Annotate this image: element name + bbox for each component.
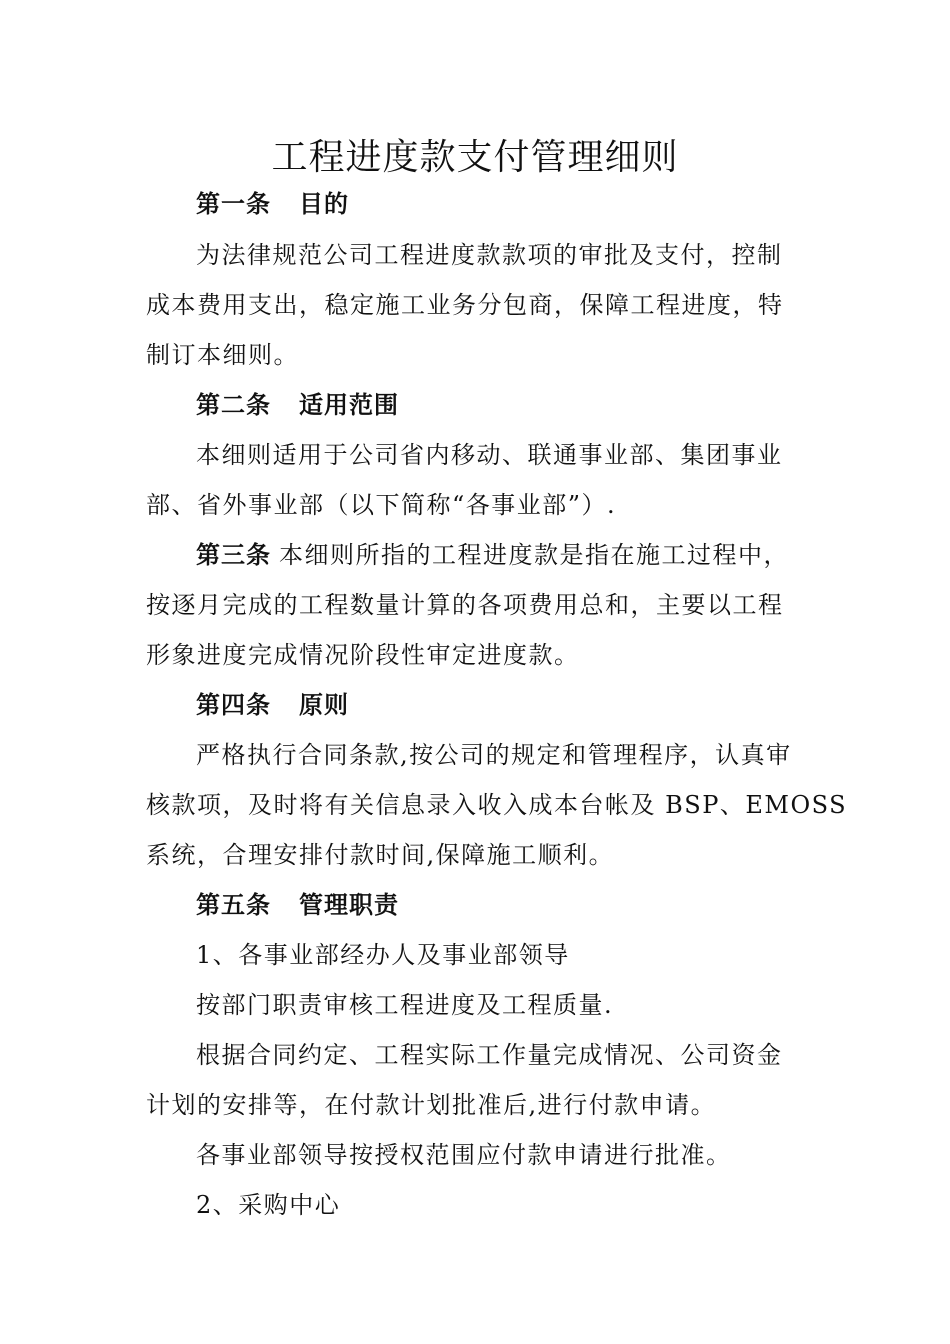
section-1-text-line: 各事业部领导按授权范围应付款申请进行批准。 (196, 1141, 732, 1169)
article-4-heading (196, 687, 349, 723)
section-1-text-line: 按部门职责审核工程进度及工程质量. (196, 991, 614, 1019)
article-1-title: 目的 (299, 190, 349, 218)
document-title: 工程进度款支付管理细则 (271, 137, 679, 178)
article-2-number: 第二条 (196, 391, 271, 419)
article-1-number: 第一条 (196, 190, 271, 218)
section-1-heading: 1、各事业部经办人及事业部领导 (196, 941, 570, 969)
section-1-text-line: 计划的安排等，在付款计划批准后,进行付款申请。 (146, 1091, 717, 1119)
article-3-number: 第三条 (196, 541, 271, 569)
article-4-number: 第四条 (196, 691, 271, 719)
article-4-title: 原则 (299, 691, 349, 719)
article-3-text-line: 形象进度完成情况阶段性审定进度款。 (146, 641, 580, 669)
article-3-text-line (196, 537, 789, 573)
article-4-text-line: 系统，合理安排付款时间,保障施工顺利。 (146, 841, 615, 869)
article-4-text-line: 严格执行合同条款,按公司的规定和管理程序，认真审 (196, 741, 792, 769)
article-1-text-line: 制订本细则。 (146, 341, 299, 369)
article-5-number: 第五条 (196, 891, 271, 919)
article-3-text-line: 按逐月完成的工程数量计算的各项费用总和，主要以工程 (146, 591, 784, 619)
article-2-text-line: 本细则适用于公司省内移动、联通事业部、集团事业 (196, 441, 783, 469)
article-2-title: 适用范围 (299, 391, 399, 419)
article-5-title: 管理职责 (299, 891, 399, 919)
article-2-heading (196, 387, 399, 423)
article-1-text-line: 成本费用支出，稳定施工业务分包商，保障工程进度，特 (146, 291, 784, 319)
article-1-heading (196, 186, 349, 222)
article-5-heading (196, 887, 399, 923)
article-4-text-line: 核款项，及时将有关信息录入收入成本台帐及 BSP、EMOSS (146, 791, 848, 819)
section-2-heading: 2、采购中心 (196, 1191, 341, 1219)
section-1-text-line: 根据合同约定、工程实际工作量完成情况、公司资金 (196, 1041, 783, 1069)
article-3-lead-text: 本细则所指的工程进度款是指在施工过程中， (279, 541, 789, 569)
article-1-text-line: 为法律规范公司工程进度款款项的审批及支付，控制 (196, 241, 783, 269)
article-2-text-line: 部、省外事业部（以下简称“各事业部”）. (146, 491, 617, 519)
